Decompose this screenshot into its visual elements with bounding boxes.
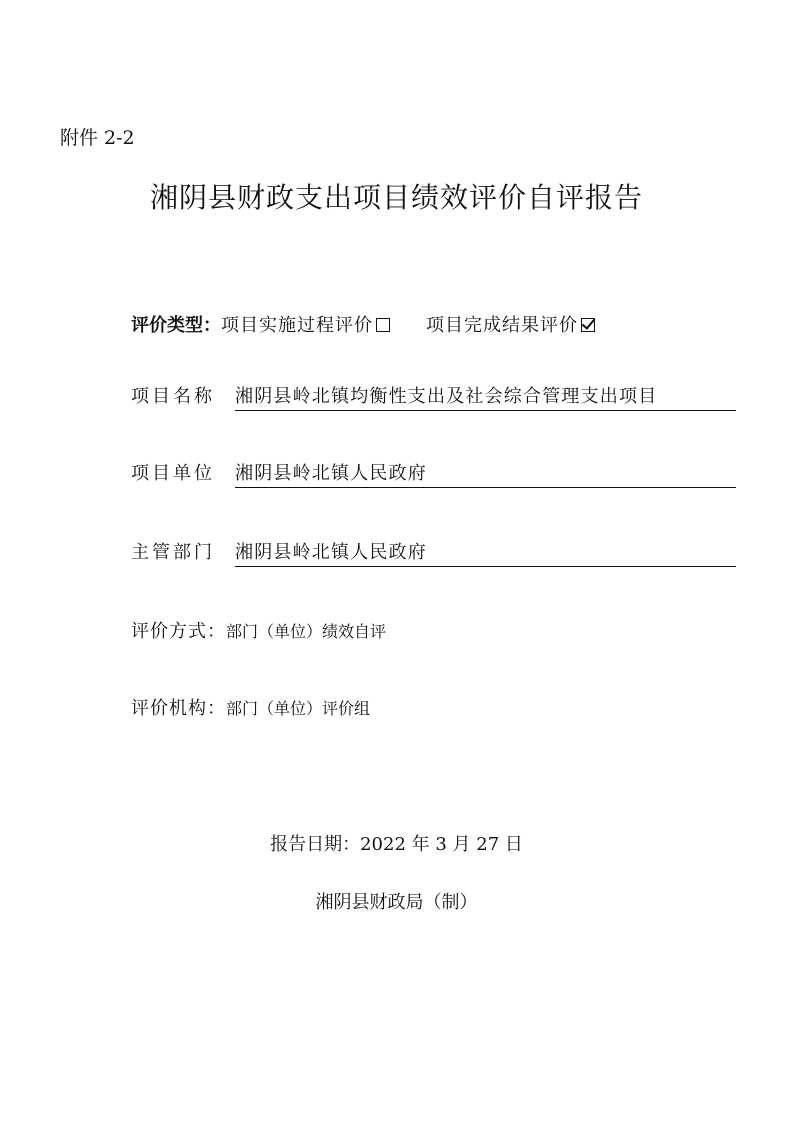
eval-type-option-result-label: 项目完成结果评价 (426, 315, 578, 336)
project-name-row (131, 382, 215, 408)
document-title: 湘阴县财政支出项目绩效评价自评报告 (149, 181, 643, 214)
project-unit-label: 项目单位 (131, 463, 215, 484)
checkbox-checked-icon[interactable] (581, 318, 595, 332)
eval-type-label: 评价类型 (131, 315, 203, 336)
project-name-field: 湘阴县岭北镇均衡性支出及社会综合管理支出项目 (235, 382, 736, 411)
eval-type-option-result[interactable] (426, 311, 595, 337)
eval-org-value: 部门（单位）评价组 (226, 699, 371, 718)
eval-type-option-process-label: 项目实施过程评价 (221, 315, 373, 336)
eval-method-row (131, 617, 386, 643)
eval-method-value: 部门（单位）绩效自评 (226, 622, 387, 641)
eval-method-label: 评价方式： (131, 621, 226, 642)
project-unit-row (131, 459, 215, 485)
eval-org-label: 评价机构： (131, 698, 226, 719)
eval-type-row (131, 311, 595, 337)
supervisor-label: 主管部门 (131, 542, 215, 563)
supervisor-row (131, 538, 215, 564)
report-date: 报告日期：2022 年 3 月 27 日 (270, 834, 523, 855)
attachment-number: 附件 2-2 (60, 127, 135, 149)
issuer: 湘阴县财政局（制） (315, 892, 478, 913)
project-unit-field: 湘阴县岭北镇人民政府 (235, 459, 736, 488)
eval-type-colon: ： (203, 315, 221, 336)
supervisor-field: 湘阴县岭北镇人民政府 (235, 538, 736, 567)
eval-type-option-process[interactable] (221, 311, 390, 337)
project-name-label: 项目名称 (131, 386, 215, 407)
eval-org-row (131, 694, 370, 720)
checkbox-empty-icon[interactable] (376, 318, 390, 332)
